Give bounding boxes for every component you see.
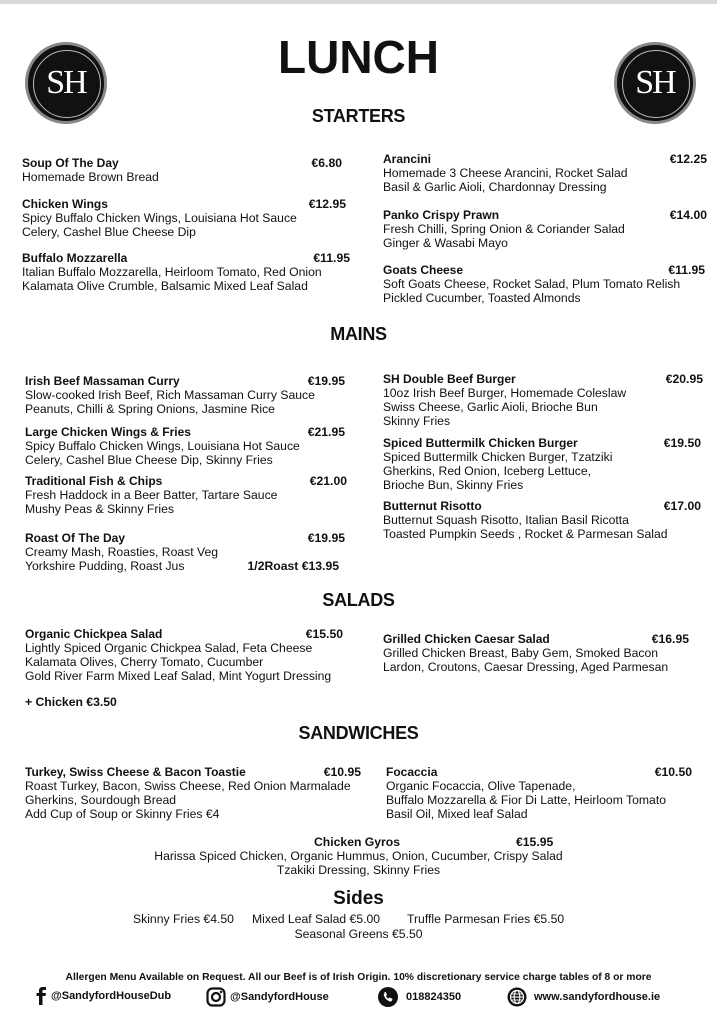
menu-item: Butternut Risotto €17.00 Butternut Squash Risotto, Italian Basil Ricotta Toasted Pumpkin Seeds , Rocket & Parmesan Salad: [383, 499, 701, 541]
facebook-handle: @SandyfordHouseDub: [51, 990, 172, 1002]
menu-item: Buffalo Mozzarella €11.95 Italian Buffalo Mozzarella, Heirloom Tomato, Red Onion Kalamata Olive Crumble, Balsamic Mixed Leaf Salad: [22, 251, 350, 293]
side-item: Skinny Fries €4.50: [133, 912, 234, 926]
section-heading-starters: STARTERS: [311, 106, 406, 126]
gyros-name: Chicken Gyros: [314, 835, 401, 849]
page-title: LUNCH: [278, 31, 439, 83]
section-heading-salads: SALADS: [322, 590, 395, 610]
phone-icon: [378, 987, 398, 1007]
website-link[interactable]: [507, 987, 660, 1007]
side-item: Mixed Leaf Salad €5.00: [252, 912, 381, 926]
gyros-desc-1: Harissa Spiced Chicken, Organic Hummus, Onion, Cucumber, Crispy Salad: [154, 849, 563, 863]
side-item: Seasonal Greens €5.50: [294, 927, 423, 941]
menu-item: Chicken Wings €12.95 Spicy Buffalo Chicken Wings, Louisiana Hot Sauce Celery, Cashel Blue Cheese Dip: [22, 197, 346, 239]
globe-icon: [507, 987, 527, 1007]
phone-number: 018824350: [406, 991, 462, 1003]
facebook-icon: [35, 987, 47, 1005]
phone-link[interactable]: [378, 987, 461, 1007]
chicken-addon: + Chicken €3.50: [25, 695, 117, 709]
section-heading-sandwiches: SANDWICHES: [298, 723, 419, 743]
gyros-price: €15.95: [516, 835, 554, 849]
menu-item: Grilled Chicken Caesar Salad €16.95 Grilled Chicken Breast, Baby Gem, Smoked Bacon Lardon, Croutons, Caesar Dressing, Aged Parmesan: [383, 632, 689, 674]
website-url: www.sandyfordhouse.ie: [534, 991, 661, 1003]
menu-item: Organic Chickpea Salad €15.50 Lightly Spiced Organic Chickpea Salad, Feta Cheese Kalamata Olives, Cherry Tomato, Cucumber Gold River Farm Mixed Leaf Salad, Mint Yogurt Dressing: [25, 627, 343, 683]
menu-item: Focaccia €10.50 Organic Focaccia, Olive Tapenade, Buffalo Mozzarella & Fior Di Latte, Heirloom Tomato Basil Oil, Mixed leaf Salad: [386, 765, 692, 821]
side-item: Truffle Parmesan Fries €5.50: [407, 912, 565, 926]
gyros-desc-2: Tzakiki Dressing, Skinny Fries: [276, 863, 441, 877]
half-roast-price: 1/2Roast €13.95: [247, 559, 339, 573]
logo-left-text: SH: [46, 64, 86, 101]
menu-item: Roast Of The Day €19.95 Creamy Mash, Roasties, Roast Veg Yorkshire Pudding, Roast Jus 1/2Roast €13.95: [25, 531, 345, 573]
instagram-link[interactable]: [206, 987, 329, 1007]
menu-item: Large Chicken Wings & Fries €21.95 Spicy Buffalo Chicken Wings, Louisiana Hot Sauce Celery, Cashel Blue Cheese Dip, Skinny Fries: [25, 425, 345, 467]
menu-item: Irish Beef Massaman Curry €19.95 Slow-cooked Irish Beef, Rich Massaman Curry Sauce Peanuts, Chilli & Spring Onions, Jasmine Rice: [25, 374, 345, 416]
section-heading-mains: MAINS: [330, 324, 387, 344]
top-divider: [0, 0, 717, 4]
menu-item: Panko Crispy Prawn €14.00 Fresh Chilli, Spring Onion & Coriander Salad Ginger & Wasabi Mayo: [383, 208, 707, 250]
menu-item: Turkey, Swiss Cheese & Bacon Toastie €10.95 Roast Turkey, Bacon, Swiss Cheese, Red Onion Marmalade Gherkins, Sourdough Bread Add Cup of Soup or Skinny Fries €4: [25, 765, 361, 821]
menu-item: Goats Cheese €11.95 Soft Goats Cheese, Rocket Salad, Plum Tomato Relish Pickled Cucumber, Toasted Almonds: [383, 263, 705, 305]
instagram-icon: [206, 987, 226, 1007]
menu-item: SH Double Beef Burger €20.95 10oz Irish Beef Burger, Homemade Coleslaw Swiss Cheese, Garlic Aioli, Brioche Bun Skinny Fries: [383, 372, 703, 428]
logo-right-text: SH: [635, 64, 675, 101]
instagram-handle: @SandyfordHouse: [230, 991, 329, 1003]
menu-item: Traditional Fish & Chips €21.00 Fresh Haddock in a Beer Batter, Tartare Sauce Mushy Peas & Skinny Fries: [25, 474, 347, 516]
menu-item: Spiced Buttermilk Chicken Burger €19.50 Spiced Buttermilk Chicken Burger, Tzatziki Gherkins, Red Onion, Iceberg Lettuce, Brioche Bun, Skinny Fries: [383, 436, 701, 492]
menu-item: Arancini €12.25 Homemade 3 Cheese Arancini, Rocket Salad Basil & Garlic Aioli, Chardonnay Dressing: [383, 152, 707, 194]
section-heading-sides: Sides: [333, 888, 384, 909]
allergen-note: Allergen Menu Available on Request. All our Beef is of Irish Origin. 10% discretionary service charge tables of 8 or more: [65, 972, 652, 983]
menu-item: Soup Of The Day €6.80 Homemade Brown Bread: [22, 156, 342, 184]
facebook-link[interactable]: [35, 987, 171, 1005]
